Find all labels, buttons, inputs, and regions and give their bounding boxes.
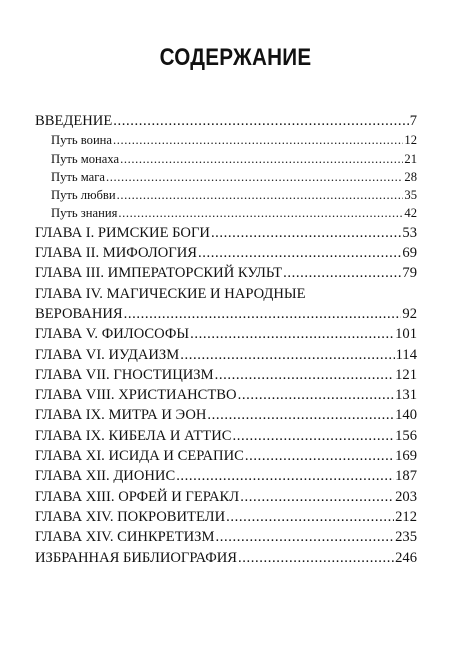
toc-entry-page: 114 [395, 346, 417, 363]
dot-leader [120, 150, 403, 168]
dot-leader [190, 324, 394, 344]
toc-entry-page: 28 [404, 169, 417, 184]
toc-entry-path-warrior[interactable] [35, 131, 417, 149]
toc-entry-label: ГЛАВА XIV. СИНКРЕТИЗМ [35, 529, 215, 546]
toc-entry-label: ГЛАВА V. ФИЛОСОФЫ [35, 326, 190, 343]
dot-leader [180, 345, 394, 365]
toc-entry-page: 12 [404, 133, 417, 148]
page-title: СОДЕРЖАНИЕ [159, 44, 312, 71]
toc-entry-page: 92 [402, 305, 417, 322]
dot-leader [118, 204, 403, 222]
dot-leader [106, 168, 403, 186]
toc-entry-page: 131 [395, 387, 417, 404]
toc-entry-page: 156 [395, 427, 417, 444]
toc-entry-path-knowledge[interactable] [35, 204, 417, 222]
toc-entry-label: Путь воина [51, 133, 113, 148]
dot-leader [176, 466, 394, 486]
dot-leader [240, 487, 394, 507]
toc-entry-label: ВЕРОВАНИЯ [35, 305, 123, 322]
dot-leader [211, 223, 401, 243]
toc-entry-label: ГЛАВА VII. ГНОСТИЦИЗМ [35, 366, 214, 383]
toc-entry-label: Путь любви [51, 188, 116, 203]
toc-entry-chapter-11[interactable] [35, 446, 417, 466]
toc-entry-label: ГЛАВА VIII. ХРИСТИАНСТВО [35, 387, 237, 404]
toc-entry-label: ГЛАВА IX. МИТРА И ЭОН [35, 407, 207, 424]
toc-entry-chapter-9[interactable] [35, 405, 417, 425]
toc-entry-introduction[interactable] [35, 111, 417, 131]
toc-entry-page: 79 [402, 265, 417, 282]
toc-entry-bibliography[interactable] [35, 548, 417, 568]
toc-entry-chapter-15[interactable] [35, 527, 417, 547]
toc-entry-chapter-5[interactable] [35, 324, 417, 344]
dot-leader [113, 131, 403, 149]
toc-entry-chapter-14[interactable] [35, 507, 417, 527]
toc-entry-chapter-7[interactable] [35, 365, 417, 385]
dot-leader [117, 186, 404, 204]
toc-entry-label: Путь знания [51, 206, 118, 221]
dot-leader [124, 304, 402, 324]
toc-entry-page: 53 [402, 224, 417, 241]
toc-entry-page: 212 [395, 508, 417, 525]
toc-entry-chapter-13[interactable] [35, 487, 417, 507]
dot-leader [215, 365, 395, 385]
toc-entry-chapter-1[interactable] [35, 223, 417, 243]
dot-leader [238, 548, 394, 568]
dot-leader [113, 111, 408, 131]
toc-entry-page: 69 [402, 245, 417, 262]
toc-entry-label: Путь мага [51, 169, 106, 184]
toc-entry-page: 21 [404, 151, 417, 166]
toc-entry-chapter-3[interactable] [35, 263, 417, 283]
toc-entry-path-mage[interactable] [35, 168, 417, 186]
dot-leader [232, 426, 394, 446]
toc-entry-chapter-2[interactable] [35, 243, 417, 263]
toc-entry-label: ВВЕДЕНИЕ [35, 113, 113, 129]
toc-entry-label: ИЗБРАННАЯ БИБЛИОГРАФИЯ [35, 549, 238, 566]
toc-entry-page: 42 [404, 206, 417, 221]
dot-leader [238, 385, 395, 405]
toc-entry-chapter-8[interactable] [35, 385, 417, 405]
toc-entry-label: ГЛАВА XIII. ОРФЕЙ И ГЕРАКЛ [35, 488, 240, 505]
toc-entry-path-love[interactable] [35, 186, 417, 204]
toc-entry-page: 246 [395, 549, 417, 566]
toc-entry-label: ГЛАВА I. РИМСКИЕ БОГИ [35, 224, 210, 241]
toc-entry-label: ГЛАВА XIV. ПОКРОВИТЕЛИ [35, 508, 226, 525]
toc-entry-page: 101 [395, 326, 417, 343]
toc-entry-page: 203 [395, 488, 417, 505]
toc-entry-label: Путь монаха [51, 151, 120, 166]
dot-leader [198, 243, 401, 263]
toc-entry-label: ГЛАВА VI. ИУДАИЗМ [35, 346, 180, 363]
dot-leader [245, 446, 394, 466]
toc-entry-label: ГЛАВА IX. КИБЕЛА И АТТИС [35, 427, 232, 444]
toc-entry-chapter-12[interactable] [35, 466, 417, 486]
toc-entry-label: ГЛАВА II. МИФОЛОГИЯ [35, 245, 197, 262]
dot-leader [226, 507, 394, 527]
toc-entry-page: 140 [395, 407, 417, 424]
toc-entry-path-monk[interactable] [35, 150, 417, 168]
toc-entry-chapter-6[interactable] [35, 345, 417, 365]
toc-entry-chapter-4[interactable] [35, 304, 417, 324]
dot-leader [283, 263, 401, 283]
dot-leader [215, 527, 394, 547]
toc-entry-page: 235 [395, 529, 417, 546]
toc-entry-chapter-10[interactable] [35, 426, 417, 446]
toc-entry-page: 7 [409, 113, 417, 129]
toc-entry-page: 169 [395, 448, 417, 465]
dot-leader [207, 405, 394, 425]
toc-entry-page: 121 [395, 366, 417, 383]
toc-entry-chapter-4-line1[interactable]: ГЛАВА IV. МАГИЧЕСКИЕ И НАРОДНЫЕ [35, 285, 306, 302]
toc-entry-label: ГЛАВА III. ИМПЕРАТОРСКИЙ КУЛЬТ [35, 265, 283, 282]
toc-entry-label: ГЛАВА XI. ИСИДА И СЕРАПИС [35, 448, 244, 465]
table-of-contents [35, 111, 417, 568]
toc-entry-page: 187 [395, 468, 417, 485]
toc-entry-label: ГЛАВА XII. ДИОНИС [35, 468, 176, 485]
toc-entry-page: 35 [404, 188, 417, 203]
